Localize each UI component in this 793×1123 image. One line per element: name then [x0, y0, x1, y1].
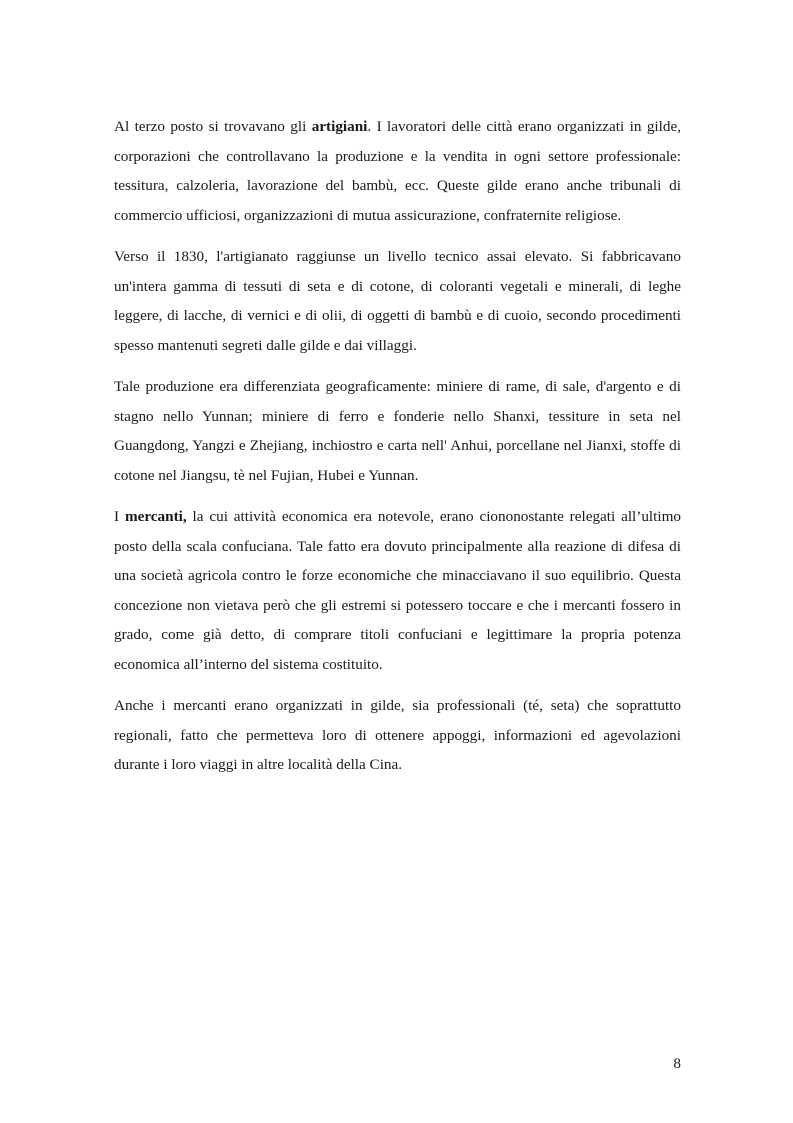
paragraph-lead: Al terzo posto si trovavano gli	[114, 118, 312, 135]
bold-term-artigiani: artigiani	[311, 118, 368, 135]
paragraph-mercanti	[114, 502, 681, 679]
body-text	[114, 112, 681, 792]
paragraph-rest: la cui attività economica era notevole, erano ciononostante relegati all’ultimo posto della scala confuciana. Tale fatto era dovuto principalmente alla reazione di difesa di una società agricola contro le forze economiche che minacciavano il suo equilibrio. Questa concezione non vietava però che gli estremi si potessero toccare e che i mercanti fossero in grado, come già detto, di comprare titoli confuciani e legittimare la propria potenza economica all’interno del sistema costituito.	[114, 508, 681, 673]
paragraph-gilde-mercanti: Anche i mercanti erano organizzati in gilde, sia professionali (té, seta) che soprattutto regionali, fatto che permetteva loro di ottenere appoggi, informazioni ed agevolazioni durante i loro viaggi in altre località della Cina.	[114, 697, 681, 773]
paragraph-produzione: Tale produzione era differenziata geograficamente: miniere di rame, di sale, d'argento e di stagno nello Yunnan; miniere di ferro e fonderie nello Shanxi, tessiture in seta nel Guangdong, Yangzi e Zhejiang, inchiostro e carta nell' Anhui, porcellane nel Jianxi, stoffe di cotone nel Jiangsu, tè nel Fujian, Hubei e Yunnan.	[114, 378, 681, 484]
paragraph-lead: I	[114, 508, 125, 525]
paragraph-artigiani	[114, 112, 681, 230]
paragraph-artigianato: Verso il 1830, l'artigianato raggiunse un livello tecnico assai elevato. Si fabbricavano un'intera gamma di tessuti di seta e di cotone, di coloranti vegetali e minerali, di leghe leggere, di lacche, di vernici e di olii, di oggetti di bambù e di cuoio, secondo procedimenti spesso mantenuti segreti dalle gilde e dai villaggi.	[114, 248, 681, 354]
paragraph-rest: . I lavoratori delle città erano organizzati in gilde, corporazioni che controllavano la produzione e la vendita in ogni settore professionale: tessitura, calzoleria, lavorazione del bambù, ecc. Queste gilde erano anche tribunali di commercio ufficiosi, organizzazioni di mutua assicurazione, confraternite religiose.	[114, 118, 681, 224]
page-number: 8	[673, 1055, 681, 1072]
bold-term-mercanti: mercanti,	[124, 508, 187, 525]
